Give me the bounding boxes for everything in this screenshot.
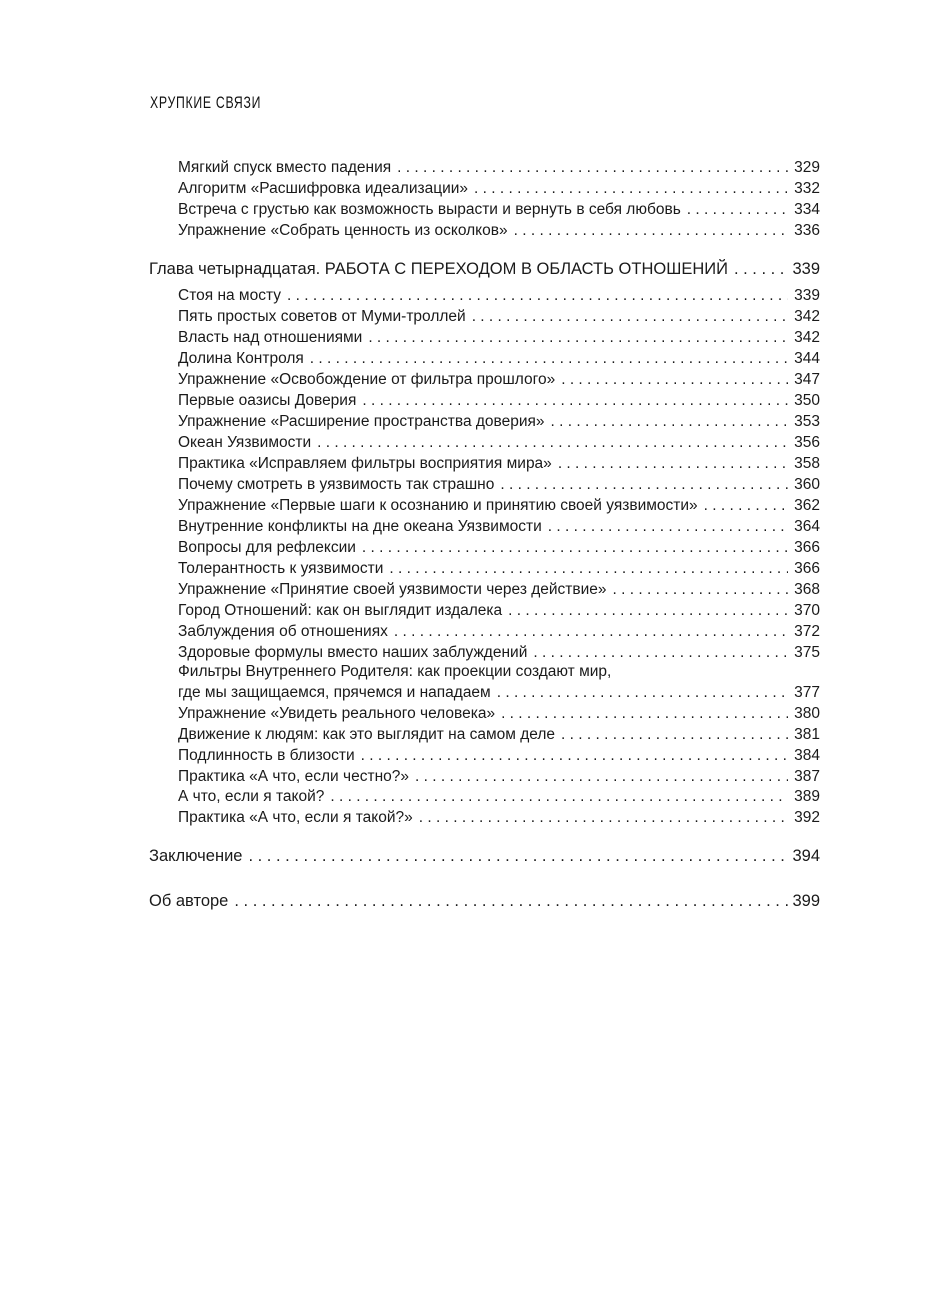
running-head: ХРУПКИЕ СВЯЗИ [150,93,262,112]
toc-conclusion[interactable] [149,845,820,867]
toc-entry[interactable] [178,745,820,766]
toc-entry-page: 375 [794,644,820,661]
toc-entry-title: Упражнение «Расширение пространства доверия» [178,413,545,430]
toc-entry-title: Океан Уязвимости [178,434,312,451]
toc-entry-page: 370 [794,602,820,619]
toc-entry[interactable] [178,516,820,537]
leader-dots [607,579,788,600]
leader-dots [502,600,788,621]
leader-dots [466,306,788,327]
toc-entry-title: Пять простых советов от Муми-троллей [178,308,466,325]
toc-entry[interactable] [178,724,820,745]
toc-entry-title: Первые оазисы Доверия [178,392,357,409]
toc-chapter-title: Об авторе [149,892,229,910]
toc-chapter-title: Заключение [149,847,243,865]
toc-entry-page: 353 [794,413,820,430]
leader-dots [555,369,788,390]
leader-dots [281,285,788,306]
leader-dots [555,724,788,745]
toc-entry-page: 389 [794,788,820,805]
toc-entry-title: Подлинность в близости [178,747,355,764]
toc-entry-page: 342 [794,329,820,346]
toc-entry-page: 358 [794,455,820,472]
toc-entry-page: 384 [794,747,820,764]
leader-dots [383,558,788,579]
toc-entry-title: Упражнение «Освобождение от фильтра прошлого» [178,371,556,388]
leader-dots [495,703,788,724]
toc-entry-page: 392 [794,809,820,826]
toc-entry-page: 339 [794,287,820,304]
leader-dots [356,537,788,558]
toc-entry-page: 334 [794,201,820,218]
toc-entry-page: 329 [794,159,820,176]
toc-entry-title: Власть над отношениями [178,329,363,346]
toc-entry[interactable] [178,327,820,348]
toc-entry-title: Упражнение «Увидеть реального человека» [178,705,496,722]
toc-entry[interactable] [178,369,820,390]
toc-entry-page: 356 [794,434,820,451]
leader-dots [355,745,788,766]
toc-entry-title: Внутренние конфликты на дне океана Уязвимости [178,518,542,535]
leader-dots [388,621,788,642]
toc-entry[interactable] [178,285,820,306]
toc-entry[interactable] [178,621,820,642]
toc-entry-title: Упражнение «Первые шаги к осознанию и принятию своей уязвимости» [178,497,698,514]
toc-entry-page: 380 [794,705,820,722]
toc-entry-page: 364 [794,518,820,535]
leader-dots [527,642,788,663]
toc-entry-page: 342 [794,308,820,325]
toc-entry[interactable] [178,157,820,178]
toc-entry-title: Практика «Исправляем фильтры восприятия мира» [178,455,552,472]
toc-entry[interactable] [178,390,820,411]
toc-entry[interactable] [178,537,820,558]
toc-entry-page: 366 [794,539,820,556]
leader-dots [324,786,788,807]
toc-chapter-page: 399 [792,892,820,910]
toc-entry[interactable] [178,306,820,327]
toc-entry[interactable] [178,495,820,516]
leader-dots [468,178,788,199]
toc-entry-page: 381 [794,726,820,743]
toc-entry-title: Встреча с грустью как возможность вырасти и вернуть в себя любовь [178,201,681,218]
toc-entry-title: где мы защищаемся, прячемся и нападаем [178,684,491,701]
leader-dots [391,157,788,178]
leader-dots [552,453,788,474]
toc-entry-title: А что, если я такой? [178,788,325,805]
leader-dots [228,890,788,912]
leader-dots [362,327,788,348]
toc-entry-page: 387 [794,768,820,785]
toc-entry-title: Практика «А что, если я такой?» [178,809,413,826]
leader-dots [508,220,788,241]
toc-entry-title: Толерантность к уязвимости [178,560,384,577]
toc-entry[interactable] [178,703,820,724]
toc-entry-page: 362 [794,497,820,514]
toc-entry[interactable] [178,199,820,220]
toc-entry-page: 332 [794,180,820,197]
toc-entry-page: 347 [794,371,820,388]
toc-entry[interactable] [178,474,820,495]
toc-entry[interactable] [178,558,820,579]
leader-dots [242,845,788,867]
leader-dots [311,432,788,453]
toc-chapter-page: 339 [792,260,820,278]
toc-entry-title: Здоровые формулы вместо наших заблуждений [178,644,528,661]
leader-dots [728,258,788,280]
toc-entry-page: 372 [794,623,820,640]
toc-chapter-14[interactable] [149,258,820,280]
toc-entry-title: Алгоритм «Расшифровка идеализации» [178,180,469,197]
toc-entry[interactable] [178,453,820,474]
toc-entry-page: 368 [794,581,820,598]
toc-chapter-title: Глава четырнадцатая. РАБОТА С ПЕРЕХОДОМ В ОБЛАСТЬ ОТНОШЕНИЙ [149,260,728,278]
toc-entry[interactable] [178,411,820,432]
toc-entry[interactable] [178,600,820,621]
toc-entry[interactable] [178,579,820,600]
toc-entry[interactable] [178,220,820,241]
toc-entry[interactable] [178,348,820,369]
toc-entry[interactable] [178,807,820,828]
leader-dots [545,411,788,432]
toc-entry-page: 344 [794,350,820,367]
toc-entry-title: Движение к людям: как это выглядит на самом деле [178,726,556,743]
toc-entry[interactable] [178,786,820,807]
toc-entry-title: Практика «А что, если честно?» [178,768,409,785]
leader-dots [494,474,788,495]
toc-about-author[interactable] [149,890,820,912]
toc-entry-title: Заблуждения об отношениях [178,623,388,640]
leader-dots [698,495,788,516]
toc-entry-title: Почему смотреть в уязвимость так страшно [178,476,495,493]
toc-entry-first-line[interactable]: Фильтры Внутреннего Родителя: как проекции создают мир, [178,663,612,680]
toc-entry[interactable] [178,178,820,199]
toc-entry-page: 350 [794,392,820,409]
toc-chapter-page: 394 [792,847,820,865]
toc-entry-title: Упражнение «Принятие своей уязвимости через действие» [178,581,607,598]
toc-entry-page: 336 [794,222,820,239]
toc-entry-title: Упражнение «Собрать ценность из осколков» [178,222,508,239]
toc-entry[interactable] [178,642,820,663]
leader-dots [304,348,788,369]
leader-dots [491,682,788,703]
leader-dots [413,807,788,828]
toc-entry-page: 366 [794,560,820,577]
toc-entry-title: Город Отношений: как он выглядит издалека [178,602,503,619]
leader-dots [409,766,788,787]
leader-dots [681,199,788,220]
toc-entry-title: Долина Контроля [178,350,304,367]
toc-entry[interactable] [178,682,820,703]
toc-entry[interactable] [178,432,820,453]
leader-dots [356,390,788,411]
toc-entry-page: 377 [794,684,820,701]
toc-entry[interactable] [178,766,820,787]
toc-entry-title: Вопросы для рефлексии [178,539,356,556]
leader-dots [542,516,788,537]
toc-entry-title: Стоя на мосту [178,287,281,304]
toc-entry-title: Мягкий спуск вместо падения [178,159,392,176]
toc-entry-page: 360 [794,476,820,493]
